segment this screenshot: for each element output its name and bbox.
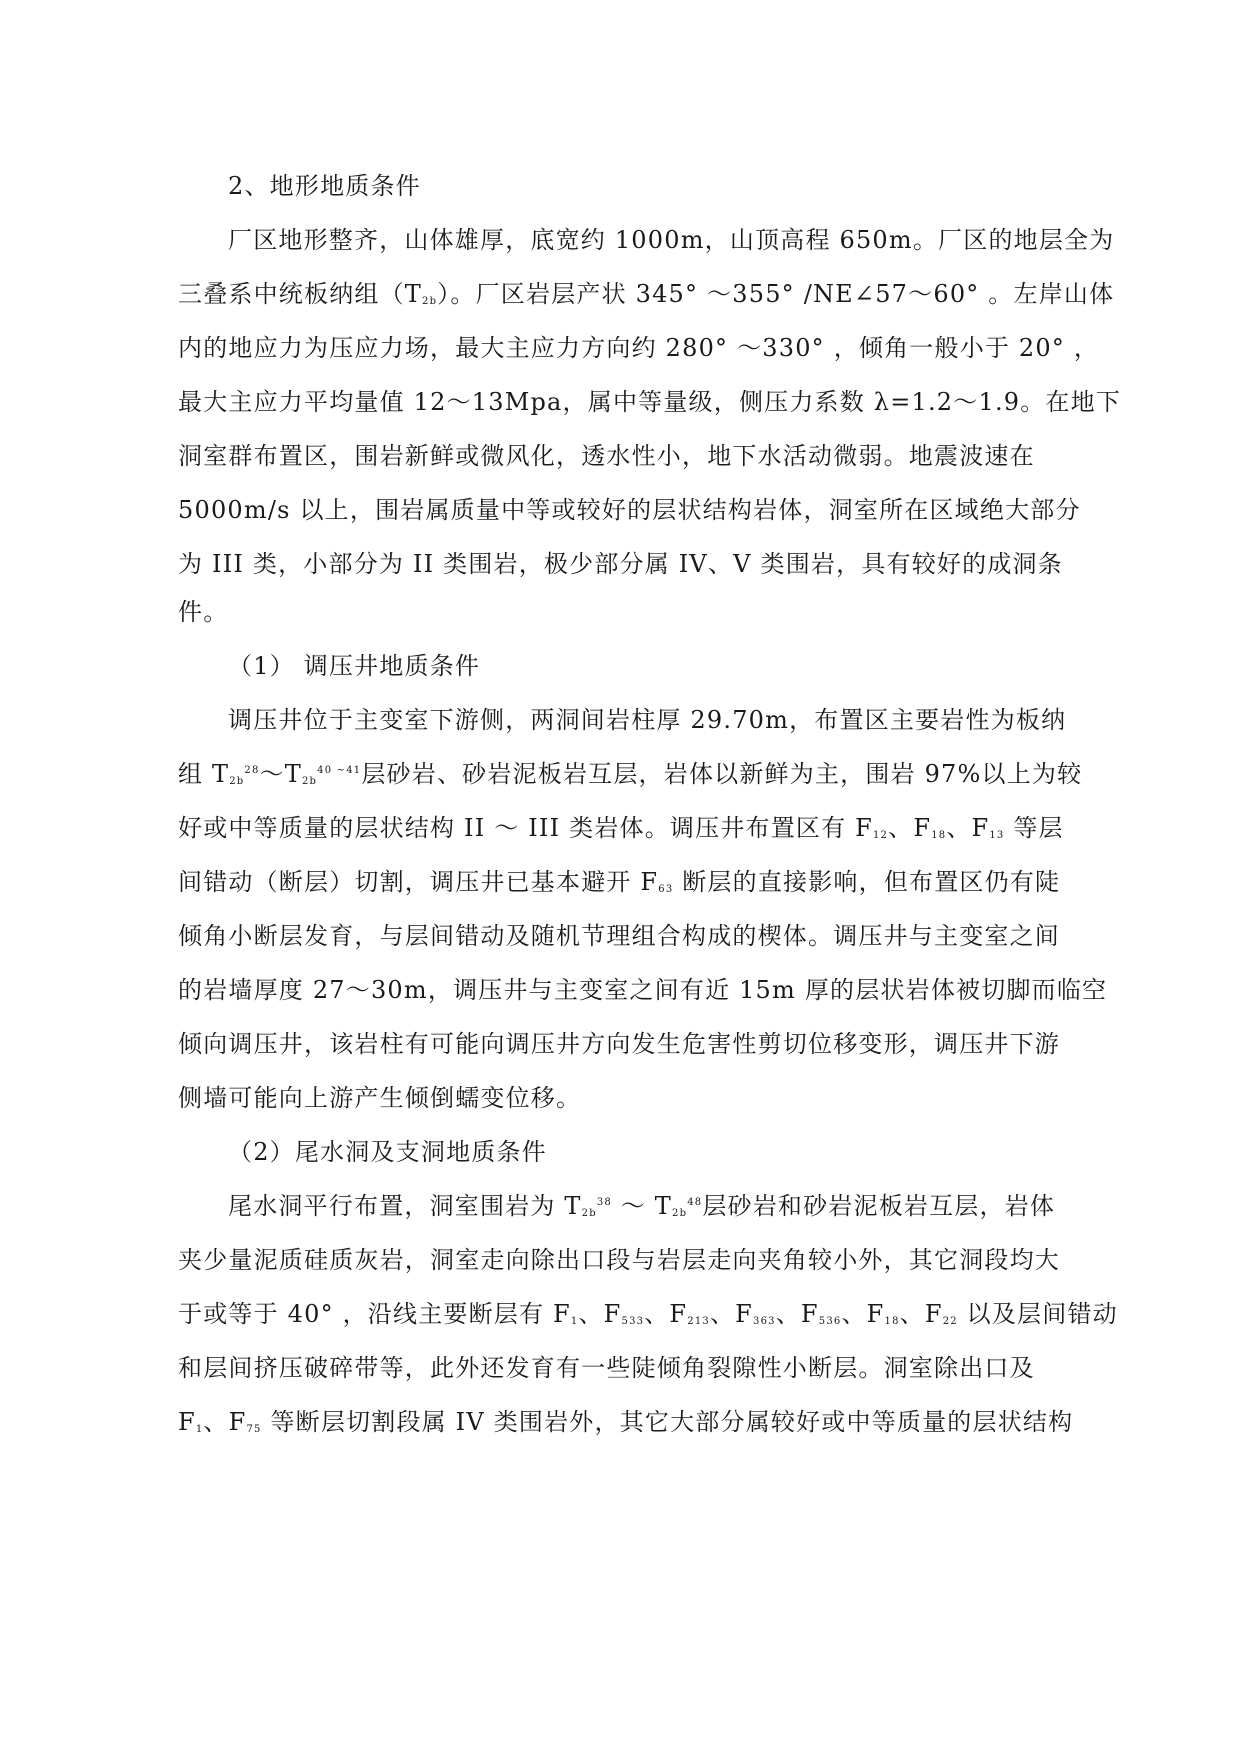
subsection-heading: （2）尾水洞及支洞地质条件	[228, 1138, 547, 1166]
paragraph-line: 最大主应力平均量值 12～13Mpa，属中等量级，侧压力系数 λ=1.2～1.9。在地下	[178, 388, 1122, 416]
paragraph-line: 调压井位于主变室下游侧，两洞间岩柱厚 29.70m，布置区主要岩性为板纳	[228, 706, 1067, 734]
paragraph-line: 于或等于 40° ，沿线主要断层有 $F_1$、$F_{533}$、$F_{213}$、$F_{363}$、$F_{536}$、$F_{18}$、$F_{22}$ 以及层间错动	[178, 1300, 1118, 1328]
paragraph-line: 间错动（断层）切割，调压井已基本避开 $F_{63}$ 断层的直接影响，但布置区仍有陡	[178, 868, 1061, 896]
paragraph-line: 组 $T_{2b}^{28}\sim T_{2b}^{40 \sim 41}$层砂岩、砂岩泥板岩互层，岩体以新鲜为主，围岩 97%以上为较	[178, 760, 1083, 788]
paragraph-line: 倾向调压井，该岩柱有可能向调压井方向发生危害性剪切位移变形，调压井下游	[178, 1030, 1060, 1058]
paragraph-line: 好或中等质量的层状结构 II ～ III 类岩体。调压井布置区有 $F_{12}$、$F_{18}$、$F_{13}$ 等层	[178, 814, 1064, 842]
paragraph-line: 为 III 类，小部分为 II 类围岩，极少部分属 IV、V 类围岩，具有较好的成洞条	[178, 550, 1063, 578]
paragraph-line: 和层间挤压破碎带等，此外还发育有一些陡倾角裂隙性小断层。洞室除出口及	[178, 1354, 1035, 1382]
section-heading: 2、地形地质条件	[228, 172, 421, 200]
paragraph-line: 倾角小断层发育，与层间错动及随机节理组合构成的楔体。调压井与主变室之间	[178, 922, 1060, 950]
paragraph-line: 三叠系中统板纳组$(T_{2b})$。厂区岩层产状 345° ～355° /NE∠57～60° 。左岸山体	[178, 280, 1115, 308]
paragraph-line: $F_1$、$F_{75}$ 等断层切割段属 IV 类围岩外，其它大部分属较好或中等质量的层状结构	[178, 1408, 1074, 1436]
paragraph-line: 厂区地形整齐，山体雄厚，底宽约 1000m，山顶高程 650m。厂区的地层全为	[228, 226, 1115, 254]
paragraph-line: 内的地应力为压应力场，最大主应力方向约 280° ～330° ，倾角一般小于 20° ，	[178, 334, 1100, 362]
paragraph-line: 侧墙可能向上游产生倾倒蠕变位移。	[178, 1084, 582, 1112]
paragraph-line: 的岩墙厚度 27～30m，调压井与主变室之间有近 15m 厚的层状岩体被切脚而临空	[178, 976, 1108, 1004]
paragraph-line: 尾水洞平行布置，洞室围岩为 $T_{2b}^{38}$ ～ $T_{2b}^{48}$层砂岩和砂岩泥板岩互层，岩体	[228, 1192, 1056, 1220]
paragraph-line: 夹少量泥质硅质灰岩，洞室走向除出口段与岩层走向夹角较小外，其它洞段均大	[178, 1246, 1060, 1274]
paragraph-line: 洞室群布置区，围岩新鲜或微风化，透水性小，地下水活动微弱。地震波速在	[178, 442, 1035, 470]
paragraph-line: 5000m/s 以上，围岩属质量中等或较好的层状结构岩体，洞室所在区域绝大部分	[178, 496, 1081, 524]
paragraph-line: 件。	[178, 598, 229, 626]
subsection-heading: （1） 调压井地质条件	[228, 652, 481, 680]
